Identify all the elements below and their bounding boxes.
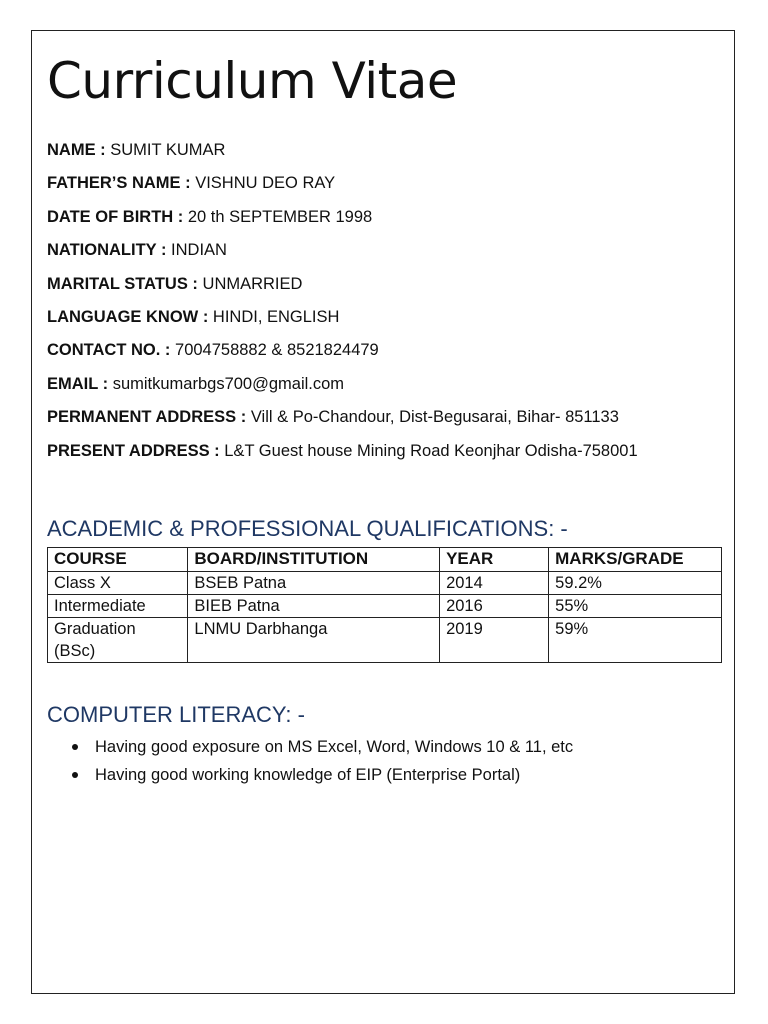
list-item <box>70 733 573 761</box>
info-row-name <box>47 138 727 171</box>
column-header-year: YEAR <box>440 548 549 572</box>
info-label: FATHER’S NAME : <box>47 174 191 193</box>
table-row <box>48 618 722 663</box>
info-label: MARITAL STATUS : <box>47 274 198 293</box>
cell-marks: 59% <box>549 618 722 663</box>
list-item-text: Having good exposure on MS Excel, Word, Windows 10 & 11, etc <box>95 738 574 756</box>
list-item-text: Having good working knowledge of EIP (Enterprise Portal) <box>95 766 521 784</box>
info-value: 7004758882 & 8521824479 <box>170 341 379 360</box>
cell-year: 2014 <box>440 572 549 595</box>
info-row-marital-status <box>47 272 727 305</box>
info-value: L&T Guest house Mining Road Keonjhar Odisha-758001 <box>219 441 638 460</box>
table-row <box>48 572 722 595</box>
info-value: sumitkumarbgs700@gmail.com <box>108 374 345 393</box>
cell-year: 2016 <box>440 595 549 618</box>
cell-course: Class X <box>48 572 188 595</box>
info-value: UNMARRIED <box>197 274 303 293</box>
info-value: HINDI, ENGLISH <box>208 307 340 326</box>
info-label: EMAIL : <box>47 374 109 393</box>
cell-board: LNMU Darbhanga <box>188 618 440 663</box>
info-value: VISHNU DEO RAY <box>190 174 336 193</box>
cell-course: Graduation (BSc) <box>48 618 188 663</box>
info-value: 20 th SEPTEMBER 1998 <box>183 207 373 226</box>
academic-section-heading: ACADEMIC & PROFESSIONAL QUALIFICATIONS: - <box>47 516 568 541</box>
column-header-marks: MARKS/GRADE <box>549 548 722 572</box>
document-title: Curriculum Vitae <box>47 52 458 110</box>
table-header-row <box>48 548 722 572</box>
column-header-course: COURSE <box>48 548 188 572</box>
cell-board: BIEB Patna <box>188 595 440 618</box>
info-label: CONTACT NO. : <box>47 341 171 360</box>
computer-section-heading: COMPUTER LITERACY: - <box>47 702 305 727</box>
info-label: PERMANENT ADDRESS : <box>47 408 247 427</box>
info-label: LANGUAGE KNOW : <box>47 307 209 326</box>
info-label: PRESENT ADDRESS : <box>47 441 220 460</box>
column-header-board: BOARD/INSTITUTION <box>188 548 440 572</box>
table-row <box>48 595 722 618</box>
cell-marks: 55% <box>549 595 722 618</box>
info-row-permanent-address <box>47 405 727 438</box>
personal-info-list <box>47 138 727 472</box>
computer-literacy-list <box>70 733 573 789</box>
info-row-fathers-name <box>47 171 727 204</box>
cell-marks: 59.2% <box>549 572 722 595</box>
info-value: SUMIT KUMAR <box>105 141 226 159</box>
bullet-dot-icon <box>72 744 78 750</box>
info-row-email <box>47 372 727 405</box>
info-label: NATIONALITY : <box>47 241 167 260</box>
qualifications-table <box>47 547 722 663</box>
cell-year: 2019 <box>440 618 549 663</box>
info-row-date-of-birth <box>47 205 727 238</box>
info-label: NAME : <box>47 141 106 159</box>
cell-course: Intermediate <box>48 595 188 618</box>
info-value: Vill & Po-Chandour, Dist-Begusarai, Bihar- 851133 <box>246 408 619 427</box>
info-row-language <box>47 305 727 338</box>
info-row-present-address <box>47 439 727 472</box>
cell-board: BSEB Patna <box>188 572 440 595</box>
info-value: INDIAN <box>166 241 227 260</box>
bullet-dot-icon <box>72 772 78 778</box>
info-label: DATE OF BIRTH : <box>47 207 184 226</box>
info-row-contact <box>47 338 727 371</box>
info-row-nationality <box>47 238 727 271</box>
list-item <box>70 761 573 789</box>
